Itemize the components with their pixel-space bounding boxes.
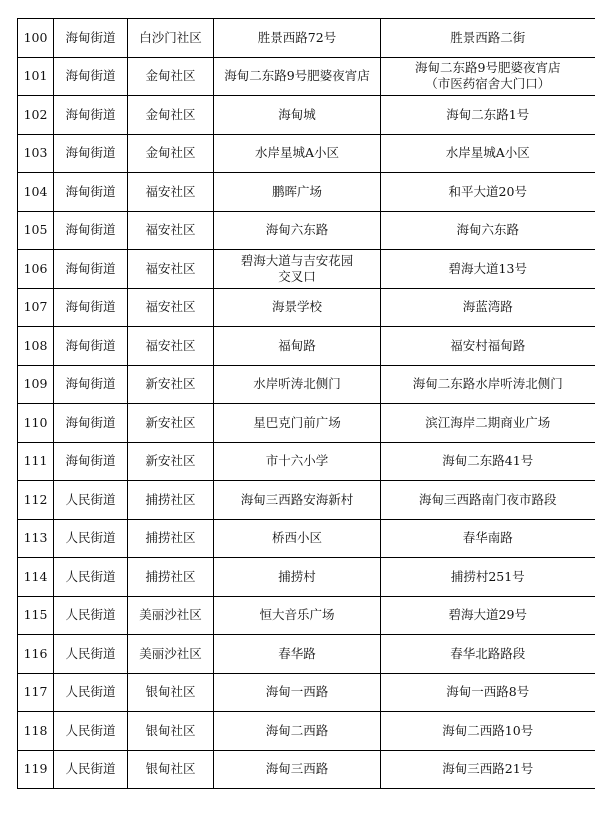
street-cell <box>54 211 128 250</box>
street-cell <box>54 635 128 674</box>
table-row <box>18 481 595 520</box>
street-cell-text: 人民街道 <box>65 491 116 507</box>
row-number-cell <box>18 211 54 250</box>
row-number-cell-text: 111 <box>23 453 48 469</box>
location-cell <box>214 250 381 289</box>
location-cell <box>214 750 381 789</box>
address-cell-text: 碧海大道29号 <box>448 607 527 623</box>
location-cell <box>214 19 381 58</box>
community-cell <box>128 327 214 366</box>
location-cell <box>214 442 381 481</box>
location-cell-text: 恒大音乐广场 <box>259 607 335 623</box>
community-cell <box>128 635 214 674</box>
location-cell <box>214 327 381 366</box>
location-cell-text: 海甸一西路 <box>265 684 329 700</box>
community-cell <box>128 288 214 327</box>
location-cell <box>214 173 381 212</box>
address-cell <box>381 134 595 173</box>
community-cell <box>128 173 214 212</box>
row-number-cell-text: 115 <box>23 607 48 623</box>
row-number-cell <box>18 712 54 751</box>
address-cell-text: 捕捞村251号 <box>450 568 525 584</box>
location-cell-text: 春华路 <box>278 645 316 661</box>
community-cell-text: 白沙门社区 <box>139 29 202 45</box>
table-row <box>18 173 595 212</box>
community-cell <box>128 596 214 635</box>
row-number-cell <box>18 481 54 520</box>
row-number-cell <box>18 288 54 327</box>
community-cell <box>128 481 214 520</box>
street-cell-text: 海甸街道 <box>65 453 116 469</box>
row-number-cell <box>18 250 54 289</box>
community-cell-text: 金甸社区 <box>145 145 196 161</box>
address-cell-text: 海甸一西路8号 <box>446 684 530 700</box>
community-cell <box>128 365 214 404</box>
community-cell-text: 美丽沙社区 <box>139 607 202 623</box>
table-row <box>18 250 595 289</box>
community-cell <box>128 519 214 558</box>
community-cell <box>128 19 214 58</box>
location-cell-text: 海甸三西路安海新村 <box>240 491 354 507</box>
community-cell-text: 捕捞社区 <box>145 530 196 546</box>
row-number-cell-text: 110 <box>23 414 48 430</box>
community-cell <box>128 96 214 135</box>
address-cell <box>381 596 595 635</box>
street-cell <box>54 250 128 289</box>
location-cell-text: 福甸路 <box>278 337 316 353</box>
street-cell-text: 人民街道 <box>65 530 116 546</box>
address-cell <box>381 96 595 135</box>
address-cell-text: 碧海大道13号 <box>448 260 527 276</box>
street-cell <box>54 288 128 327</box>
table-row <box>18 404 595 443</box>
row-number-cell <box>18 19 54 58</box>
row-number-cell <box>18 327 54 366</box>
row-number-cell <box>18 673 54 712</box>
address-cell <box>381 635 595 674</box>
community-cell-text: 银甸社区 <box>145 684 196 700</box>
location-cell <box>214 596 381 635</box>
location-cell <box>214 365 381 404</box>
street-cell <box>54 673 128 712</box>
table-row <box>18 96 595 135</box>
community-cell-text: 福安社区 <box>145 183 196 199</box>
site-table-body <box>18 19 595 789</box>
community-cell <box>128 712 214 751</box>
location-cell-text: 海景学校 <box>271 299 322 315</box>
address-cell <box>381 750 595 789</box>
row-number-cell-text: 108 <box>23 337 48 353</box>
row-number-cell-text: 102 <box>23 106 48 122</box>
table-row <box>18 750 595 789</box>
address-cell-text: 海甸二东路1号 <box>446 106 530 122</box>
location-cell <box>214 134 381 173</box>
row-number-cell <box>18 596 54 635</box>
row-number-cell-text: 100 <box>23 29 48 45</box>
row-number-cell <box>18 134 54 173</box>
location-cell-text: 鹏晖广场 <box>271 183 322 199</box>
address-cell <box>381 404 595 443</box>
row-number-cell <box>18 558 54 597</box>
address-cell <box>381 211 595 250</box>
location-cell <box>214 57 381 96</box>
location-cell <box>214 96 381 135</box>
street-cell-text: 海甸街道 <box>65 183 116 199</box>
street-cell <box>54 134 128 173</box>
address-cell-text: 春华北路路段 <box>450 645 526 661</box>
location-cell-text: 胜景西路72号 <box>257 29 337 45</box>
location-cell-text: 海甸二东路9号肥婆夜宵店 <box>224 68 370 84</box>
location-cell <box>214 712 381 751</box>
row-number-cell-text: 101 <box>23 68 48 84</box>
address-cell <box>381 519 595 558</box>
row-number-cell-text: 117 <box>23 684 48 700</box>
community-cell-text: 捕捞社区 <box>145 491 196 507</box>
location-cell-text: 海甸六东路 <box>265 222 329 238</box>
table-row <box>18 712 595 751</box>
location-cell <box>214 673 381 712</box>
street-cell-text: 海甸街道 <box>65 68 116 84</box>
address-cell-text: 福安村福甸路 <box>450 337 526 353</box>
location-cell-text: 水岸听涛北侧门 <box>253 376 341 392</box>
community-cell <box>128 250 214 289</box>
street-cell-text: 海甸街道 <box>65 260 116 276</box>
community-cell <box>128 134 214 173</box>
community-cell-text: 新安社区 <box>145 414 196 430</box>
street-cell-text: 海甸街道 <box>65 145 116 161</box>
street-cell-text: 海甸街道 <box>65 376 116 392</box>
street-cell-text: 人民街道 <box>65 761 116 777</box>
address-cell <box>381 673 595 712</box>
address-cell <box>381 442 595 481</box>
location-cell-text: 交叉口 <box>278 268 316 284</box>
community-cell-text: 新安社区 <box>145 376 196 392</box>
row-number-cell <box>18 404 54 443</box>
street-cell <box>54 96 128 135</box>
row-number-cell-text: 112 <box>23 491 48 507</box>
street-cell-text: 人民街道 <box>65 568 116 584</box>
address-cell-text: 和平大道20号 <box>448 183 527 199</box>
table-row <box>18 558 595 597</box>
address-cell-text: 滨江海岸二期商业广场 <box>425 414 551 430</box>
row-number-cell <box>18 519 54 558</box>
street-cell <box>54 519 128 558</box>
community-cell <box>128 558 214 597</box>
community-cell <box>128 404 214 443</box>
community-cell <box>128 57 214 96</box>
location-cell-text: 水岸星城A小区 <box>254 145 340 161</box>
location-cell <box>214 558 381 597</box>
street-cell <box>54 57 128 96</box>
row-number-cell-text: 103 <box>23 145 48 161</box>
table-row <box>18 134 595 173</box>
street-cell-text: 海甸街道 <box>65 222 116 238</box>
row-number-cell-text: 119 <box>23 761 48 777</box>
location-cell <box>214 481 381 520</box>
location-cell-text: 海甸三西路 <box>265 761 329 777</box>
table-row <box>18 673 595 712</box>
site-table <box>17 18 595 789</box>
address-cell <box>381 57 595 96</box>
location-cell-text: 碧海大道与吉安花园 <box>240 252 354 268</box>
street-cell <box>54 712 128 751</box>
row-number-cell-text: 104 <box>23 183 48 199</box>
location-cell <box>214 635 381 674</box>
location-cell-text: 捕捞村 <box>278 568 316 584</box>
table-row <box>18 288 595 327</box>
community-cell <box>128 750 214 789</box>
community-cell-text: 捕捞社区 <box>145 568 196 584</box>
community-cell-text: 银甸社区 <box>145 722 196 738</box>
street-cell-text: 海甸街道 <box>65 337 116 353</box>
address-cell-text: 春华南路 <box>462 530 513 546</box>
row-number-cell-text: 106 <box>23 260 48 276</box>
table-row <box>18 57 595 96</box>
address-cell <box>381 288 595 327</box>
address-cell-text: 海甸六东路 <box>456 222 519 238</box>
row-number-cell-text: 113 <box>23 530 48 546</box>
address-cell-text: 水岸星城A小区 <box>445 145 530 161</box>
street-cell-text: 人民街道 <box>65 607 116 623</box>
location-cell <box>214 288 381 327</box>
street-cell <box>54 404 128 443</box>
address-cell-text: 海甸二东路41号 <box>442 453 534 469</box>
street-cell-text: 海甸街道 <box>65 106 116 122</box>
address-cell-text: 海甸二东路水岸听涛北侧门 <box>412 376 563 392</box>
street-cell <box>54 558 128 597</box>
table-row <box>18 211 595 250</box>
row-number-cell-text: 118 <box>23 722 48 738</box>
address-cell <box>381 365 595 404</box>
location-cell-text: 星巴克门前广场 <box>253 414 341 430</box>
table-row <box>18 596 595 635</box>
table-row <box>18 365 595 404</box>
street-cell <box>54 327 128 366</box>
community-cell <box>128 673 214 712</box>
table-row <box>18 19 595 58</box>
address-cell <box>381 327 595 366</box>
row-number-cell-text: 105 <box>23 222 48 238</box>
address-cell <box>381 481 595 520</box>
street-cell <box>54 596 128 635</box>
address-cell-text: 海蓝湾路 <box>462 299 513 315</box>
address-cell-text: 海甸三西路南门夜市路段 <box>418 491 557 507</box>
location-cell-text: 桥西小区 <box>271 530 322 546</box>
row-number-cell <box>18 442 54 481</box>
community-cell-text: 福安社区 <box>145 222 196 238</box>
row-number-cell-text: 109 <box>23 376 48 392</box>
community-cell-text: 福安社区 <box>145 260 196 276</box>
street-cell <box>54 173 128 212</box>
address-cell-text: 海甸三西路21号 <box>442 761 534 777</box>
street-cell-text: 海甸街道 <box>65 29 116 45</box>
table-row <box>18 442 595 481</box>
community-cell-text: 新安社区 <box>145 453 196 469</box>
row-number-cell <box>18 57 54 96</box>
street-cell <box>54 750 128 789</box>
row-number-cell <box>18 635 54 674</box>
community-cell-text: 金甸社区 <box>145 106 196 122</box>
street-cell <box>54 442 128 481</box>
address-cell-text: 海甸二西路10号 <box>442 722 534 738</box>
community-cell-text: 福安社区 <box>145 299 196 315</box>
row-number-cell <box>18 365 54 404</box>
community-cell-text: 金甸社区 <box>145 68 196 84</box>
street-cell-text: 海甸街道 <box>65 414 116 430</box>
community-cell <box>128 442 214 481</box>
street-cell <box>54 365 128 404</box>
street-cell-text: 人民街道 <box>65 684 116 700</box>
community-cell <box>128 211 214 250</box>
community-cell-text: 银甸社区 <box>145 761 196 777</box>
location-cell <box>214 404 381 443</box>
location-cell <box>214 519 381 558</box>
street-cell-text: 人民街道 <box>65 722 116 738</box>
location-cell-text: 海甸二西路 <box>265 722 329 738</box>
row-number-cell-text: 114 <box>23 568 48 584</box>
row-number-cell <box>18 173 54 212</box>
row-number-cell <box>18 96 54 135</box>
table-row <box>18 635 595 674</box>
address-cell-text: 胜景西路二街 <box>450 29 526 45</box>
location-cell-text: 市十六小学 <box>265 453 329 469</box>
location-cell <box>214 211 381 250</box>
address-cell-text: （市医药宿舍大门口） <box>425 76 551 92</box>
address-cell-text: 海甸二东路9号肥婆夜宵店 <box>415 60 561 76</box>
street-cell-text: 人民街道 <box>65 645 116 661</box>
address-cell <box>381 173 595 212</box>
row-number-cell <box>18 750 54 789</box>
row-number-cell-text: 107 <box>23 299 48 315</box>
location-cell-text: 海甸城 <box>278 106 316 122</box>
address-cell <box>381 250 595 289</box>
address-cell <box>381 19 595 58</box>
community-cell-text: 美丽沙社区 <box>139 645 202 661</box>
address-cell <box>381 712 595 751</box>
row-number-cell-text: 116 <box>23 645 48 661</box>
community-cell-text: 福安社区 <box>145 337 196 353</box>
street-cell-text: 海甸街道 <box>65 299 116 315</box>
street-cell <box>54 19 128 58</box>
address-cell <box>381 558 595 597</box>
street-cell <box>54 481 128 520</box>
table-row <box>18 519 595 558</box>
table-row <box>18 327 595 366</box>
